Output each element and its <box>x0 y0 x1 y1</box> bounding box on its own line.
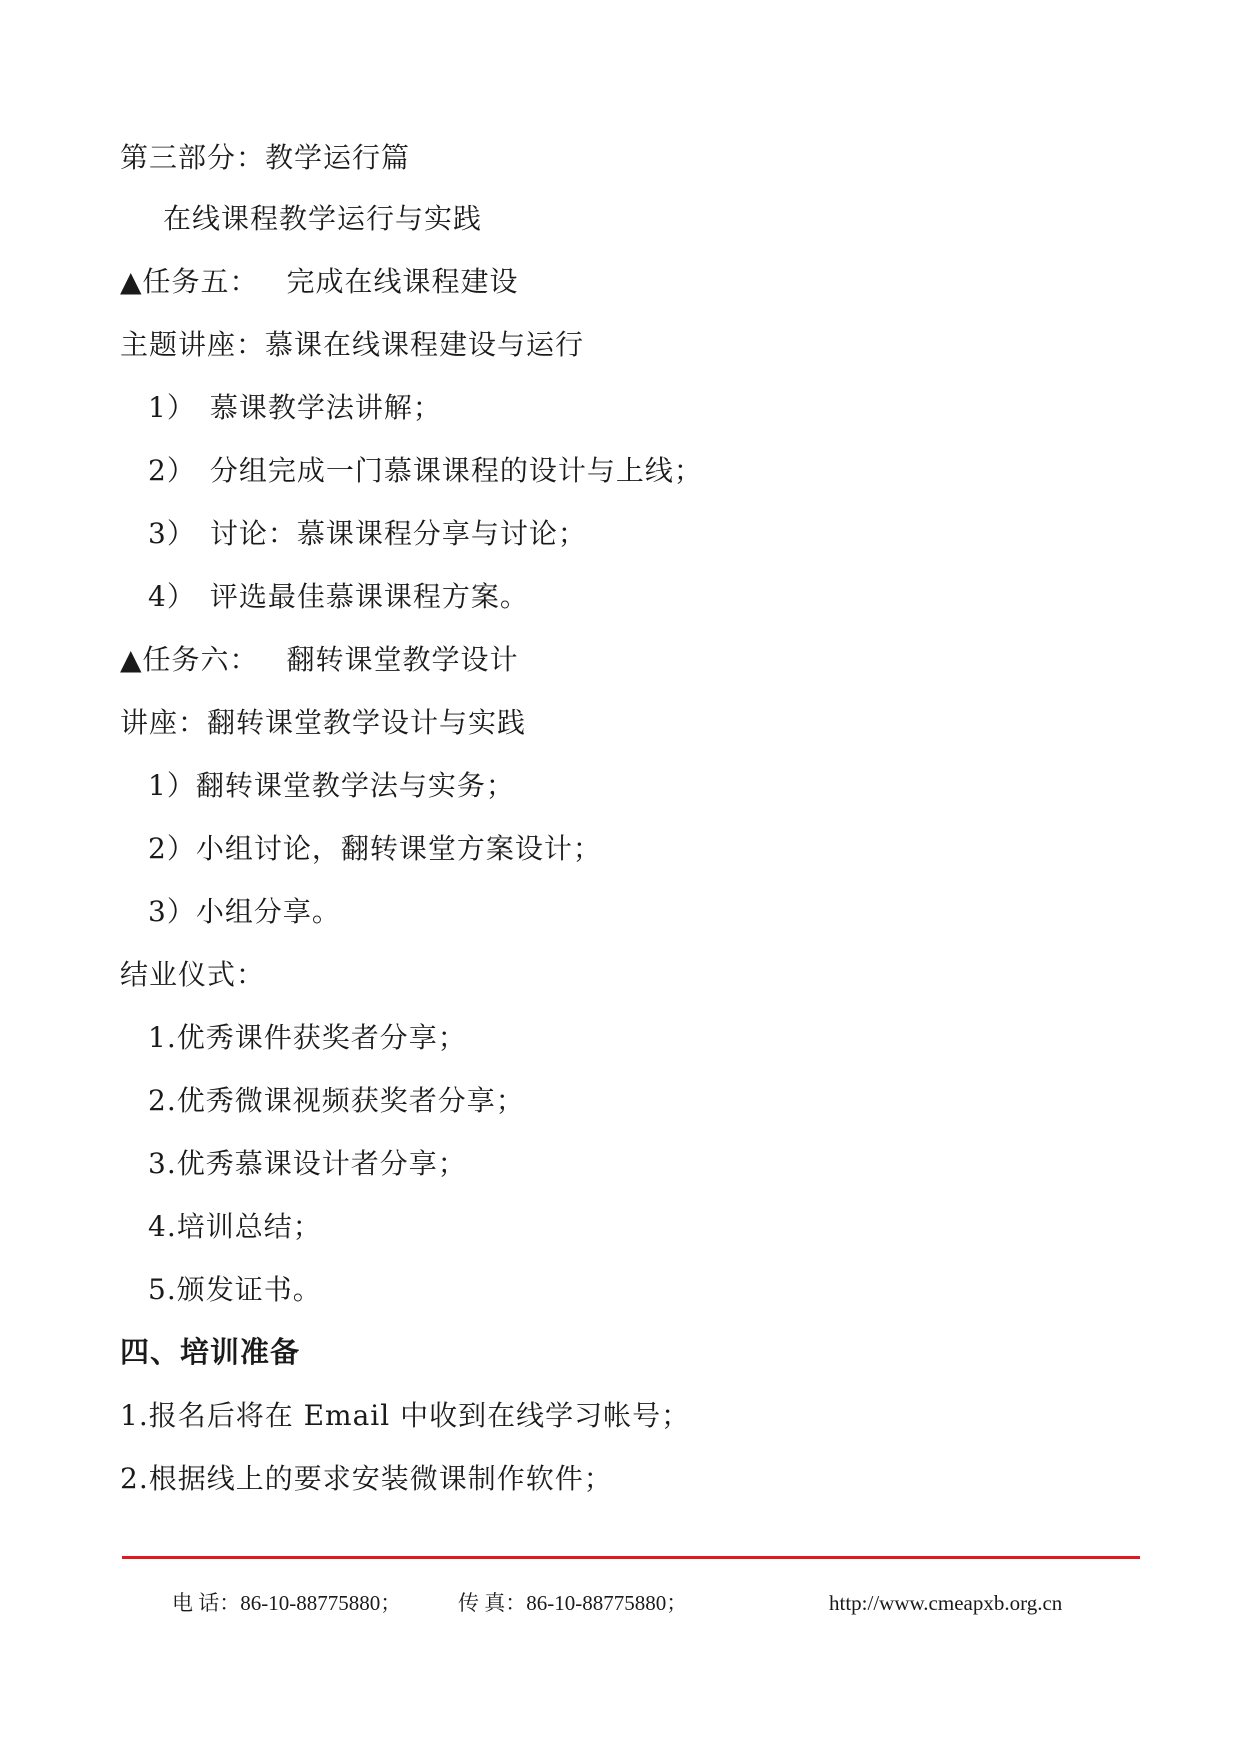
prep-heading: 四、培训准备 <box>120 1335 301 1369</box>
task-six-item: 2）小组讨论，翻转课堂方案设计； <box>148 832 602 865</box>
section-subtitle: 在线课程教学运行与实践 <box>163 202 483 235</box>
task-six-item: 1）翻转课堂教学法与实务； <box>148 769 515 802</box>
task-five-item <box>148 451 703 491</box>
task-six-title: 翻转课堂教学设计 <box>286 643 519 676</box>
task-six-prefix: ▲任务六： <box>120 643 259 676</box>
task-five-item <box>148 388 442 428</box>
ceremony-item: 5.颁发证书。 <box>148 1273 322 1306</box>
footer-divider <box>122 1556 1140 1559</box>
ceremony-item: 2.优秀微课视频获奖者分享； <box>148 1084 525 1117</box>
prep-item: 2.根据线上的要求安装微课制作软件； <box>120 1462 613 1495</box>
item-text: 讨论：慕课课程分享与讨论； <box>209 517 587 550</box>
lecture-five: 主题讲座：慕课在线课程建设与运行 <box>120 328 585 361</box>
footer-phone: 电 话：86-10-88775880； <box>172 1591 402 1615</box>
task-five-item <box>148 514 587 554</box>
item-number: 2） <box>148 454 196 487</box>
footer-website-link[interactable]: http://www.cmeapxb.org.cn <box>829 1591 1063 1615</box>
task-six-item: 3）小组分享。 <box>148 895 341 928</box>
item-text: 评选最佳慕课课程方案。 <box>209 580 529 613</box>
section-title: 第三部分：教学运行篇 <box>120 141 411 174</box>
item-text: 分组完成一门慕课课程的设计与上线； <box>209 454 703 487</box>
ceremony-item: 1.优秀课件获奖者分享； <box>148 1021 467 1054</box>
task-five-heading <box>120 262 519 302</box>
item-number: 3） <box>148 517 196 550</box>
task-five-title: 完成在线课程建设 <box>286 265 519 298</box>
item-number: 1） <box>148 391 196 424</box>
task-five-item <box>148 577 529 617</box>
ceremony-item: 3.优秀慕课设计者分享； <box>148 1147 467 1180</box>
item-number: 4） <box>148 580 196 613</box>
footer-fax: 传 真：86-10-88775880； <box>458 1591 688 1615</box>
task-six-heading <box>120 640 519 680</box>
ceremony-item: 4.培训总结； <box>148 1210 322 1243</box>
prep-item: 1.报名后将在 Email 中收到在线学习帐号； <box>120 1399 691 1432</box>
lecture-six: 讲座：翻转课堂教学设计与实践 <box>120 706 527 739</box>
ceremony-title: 结业仪式： <box>120 958 266 991</box>
task-five-prefix: ▲任务五： <box>120 265 259 298</box>
item-text: 慕课教学法讲解； <box>209 391 442 424</box>
